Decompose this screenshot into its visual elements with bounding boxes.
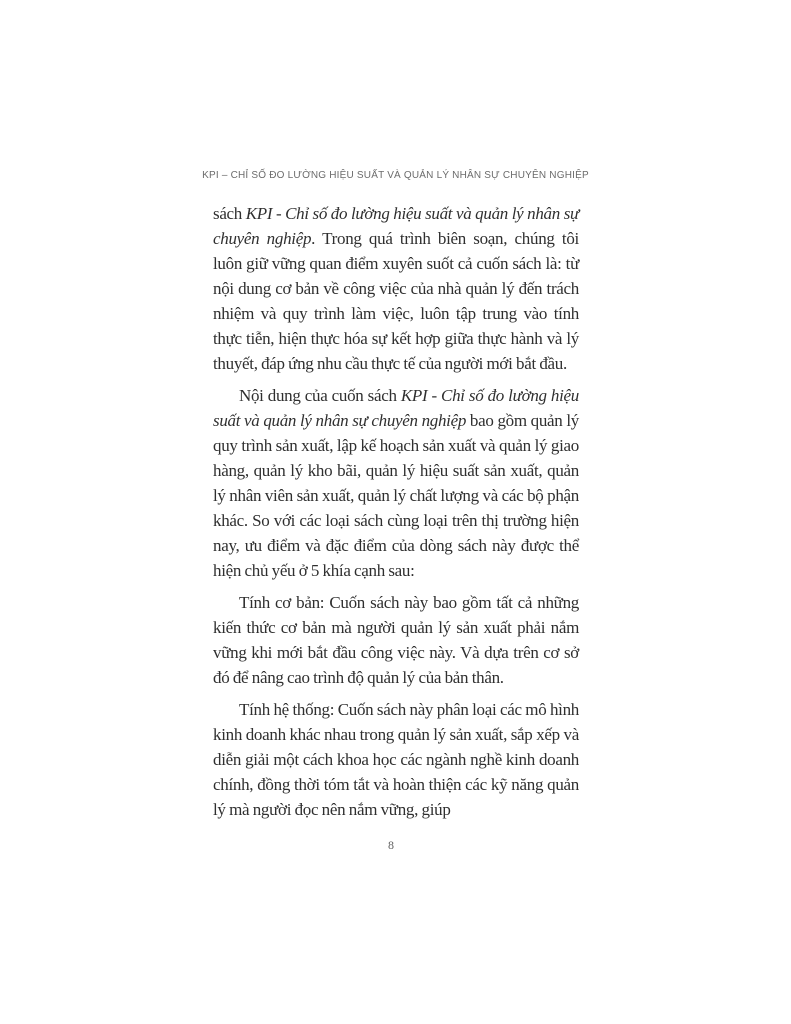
text-segment: Tính hệ thống: Cuốn sách này phân loại các mô hình kinh doanh khác nhau trong quản lý sản xuất, sắp xếp và diễn giải một cách khoa học các ngành nghề kinh doanh chính, đồng thời tóm tắt và hoàn thiện các kỹ năng quản lý mà người đọc nên nắm vững, giúp bbox=[213, 700, 579, 819]
paragraph bbox=[213, 383, 579, 583]
text-segment: sách bbox=[213, 204, 246, 223]
paragraph bbox=[213, 697, 579, 822]
paragraph bbox=[213, 590, 579, 690]
book-title-italic: KPI - Chỉ số đo lường hiệu suất và quản lý nhân sự chuyên nghiệp bbox=[213, 386, 579, 430]
text-segment: Tính cơ bản: Cuốn sách này bao gồm tất cả những kiến thức cơ bản mà người quản lý sản xuất phải nắm vững khi mới bắt đầu công việc này. Và dựa trên cơ sở đó để nâng cao trình độ quản lý của bản thân. bbox=[213, 593, 579, 687]
page-number: 8 bbox=[388, 838, 394, 852]
page-body-text bbox=[213, 201, 579, 829]
paragraph bbox=[213, 201, 579, 376]
running-header: KPI – CHỈ SỐ ĐO LƯỜNG HIỆU SUẤT VÀ QUẢN LÝ NHÂN SỰ CHUYÊN NGHIỆP bbox=[202, 170, 589, 181]
text-segment: . Trong quá trình biên soạn, chúng tôi luôn giữ vững quan điểm xuyên suốt cả cuốn sách là: từ nội dung cơ bản về công việc của nhà quản lý đến trách nhiệm và quy trình làm việc, luôn tập trung vào tính thực tiễn, hiện thực hóa sự kết hợp giữa thực hành và lý thuyết, đáp ứng nhu cầu thực tế của người mới bắt đầu. bbox=[213, 229, 579, 373]
book-title-italic: KPI - Chỉ số đo lường hiệu suất và quản lý nhân sự chuyên nghiệp bbox=[213, 204, 579, 248]
text-segment: bao gồm quản lý quy trình sản xuất, lập kế hoạch sản xuất và quản lý giao hàng, quản lý kho bãi, quản lý hiệu suất sản xuất, quản lý nhân viên sản xuất, quản lý chất lượng và các bộ phận khác. So với các loại sách cùng loại trên thị trường hiện nay, ưu điểm và đặc điểm của dòng sách này được thể hiện chủ yếu ở 5 khía cạnh sau: bbox=[213, 411, 579, 580]
text-segment: Nội dung của cuốn sách bbox=[239, 386, 401, 405]
